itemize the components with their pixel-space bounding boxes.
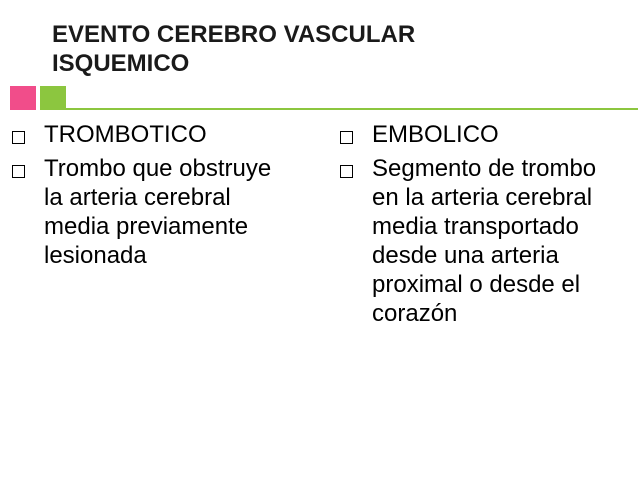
green-square-decoration — [40, 86, 66, 110]
right-column — [336, 118, 632, 328]
list-item-embolico — [336, 120, 632, 149]
slide-title-line-1: EVENTO CEREBRO VASCULAR — [52, 21, 416, 48]
square-bullet-icon — [12, 165, 25, 178]
slide-title-line-2: ISQUEMICO — [52, 50, 190, 77]
green-divider-line — [66, 108, 638, 110]
list-item-embolico-description — [336, 154, 632, 328]
list-item-text: Segmento de trombo en la arteria cerebral media transportado desde una arteria proximal o desde el corazón — [372, 155, 597, 327]
square-bullet-icon — [12, 131, 25, 144]
list-item-text: EMBOLICO — [372, 121, 499, 148]
square-bullet-icon — [340, 131, 353, 144]
list-item-trombotico — [8, 120, 308, 149]
title-decoration — [0, 86, 638, 110]
left-column — [8, 118, 308, 270]
slide-title — [52, 20, 612, 78]
square-bullet-icon — [340, 165, 353, 178]
list-item-trombotico-description — [8, 154, 308, 270]
list-item-text: Trombo que obstruye la arteria cerebral media previamente lesionada — [44, 155, 272, 269]
pink-square-decoration — [10, 86, 36, 110]
list-item-text: TROMBOTICO — [44, 121, 207, 148]
